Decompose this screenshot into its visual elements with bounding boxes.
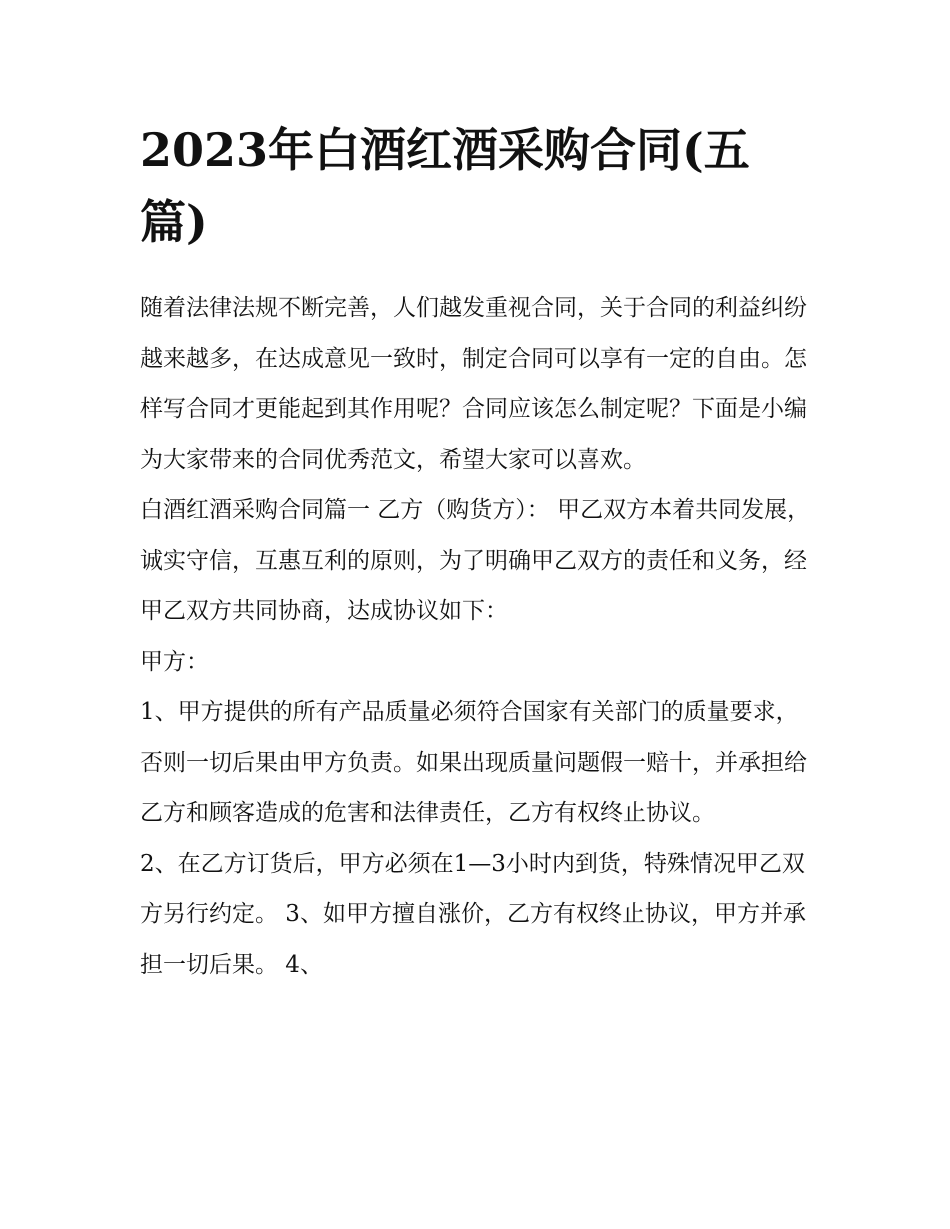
clause-2-paragraph: 2、在乙方订货后，甲方必须在1—3小时内到货，特殊情况甲乙双方另行约定。 3、如甲方擅自涨价，乙方有权终止协议，甲方并承担一切后果。 4、 bbox=[140, 850, 806, 978]
contract-intro-paragraph: 白酒红酒采购合同篇一 乙方（购货方）： 甲乙双方本着共同发展，诚实守信，互惠互利的原则，为了明确甲乙双方的责任和义务，经甲乙双方共同协商，达成协议如下： bbox=[140, 497, 811, 624]
document-page bbox=[140, 114, 816, 990]
intro-paragraph: 随着法律法规不断完善，人们越发重视合同，关于合同的利益纠纷越来越多，在达成意见一致时，制定合同可以享有一定的自由。怎样写合同才更能起到其作用呢？合同应该怎么制定呢？下面是小编为大家带来的合同优秀范文，希望大家可以喜欢。 bbox=[140, 295, 807, 473]
document-title: 2023年白酒红酒采购合同(五篇) bbox=[140, 123, 750, 249]
party-a-heading: 甲方： bbox=[140, 648, 209, 675]
document-body bbox=[140, 283, 816, 990]
clause-1-paragraph: 1、甲方提供的所有产品质量必须符合国家有关部门的质量要求，否则一切后果由甲方负责。如果出现质量问题假一赔十，并承担给乙方和顾客造成的危害和法律责任，乙方有权终止协议。 bbox=[140, 699, 807, 826]
